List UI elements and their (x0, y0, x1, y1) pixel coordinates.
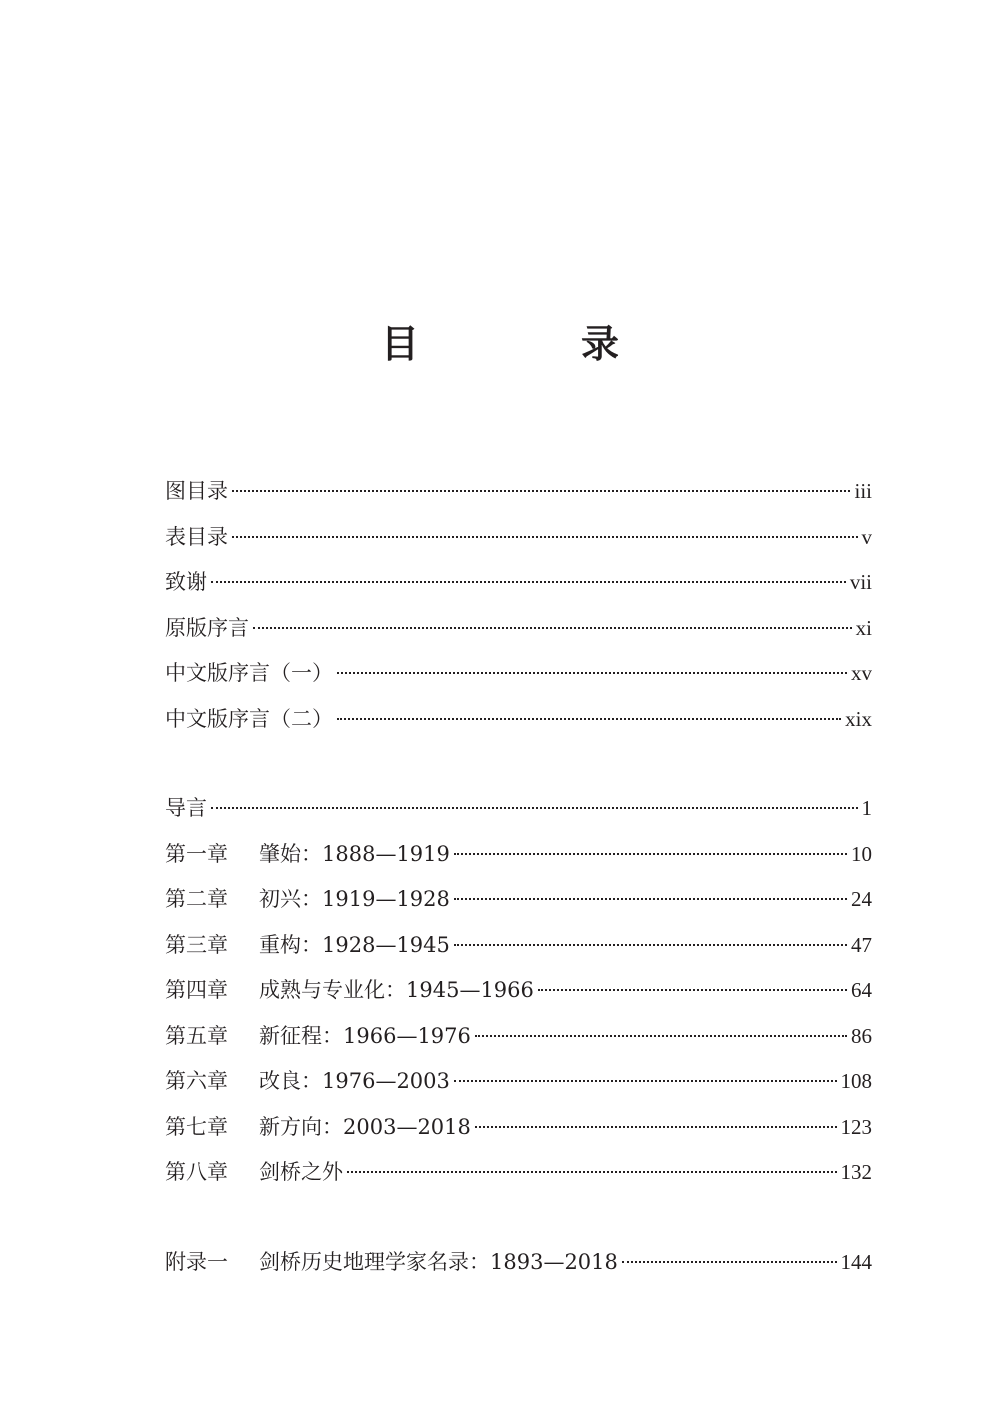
dot-leader (475, 1035, 847, 1037)
toc-entry[interactable] (165, 968, 872, 1014)
toc-page-number: xv (851, 661, 872, 685)
toc-entry-label: 新征程：1966—1976 (259, 1023, 471, 1048)
toc-chapter-number: 第三章 (165, 932, 228, 957)
toc-entry[interactable] (165, 697, 872, 743)
toc-entry[interactable] (165, 606, 872, 652)
dot-leader (454, 944, 847, 946)
toc-entry-label: 改良：1976—2003 (259, 1069, 450, 1093)
toc-entry[interactable] (165, 469, 872, 515)
toc-page-number: xi (855, 615, 872, 640)
dot-leader (475, 1126, 837, 1128)
toc-page-number: v (861, 524, 872, 549)
toc-entry-label: 剑桥历史地理学家名录：1893—2018 (259, 1250, 618, 1274)
toc-page-number: 108 (840, 1069, 872, 1093)
dot-leader (253, 627, 852, 629)
dot-leader (211, 807, 858, 809)
toc-entry[interactable] (165, 1059, 872, 1105)
toc-page-number: xix (845, 706, 872, 731)
dot-leader (211, 581, 846, 583)
toc-entry-label: 表目录 (165, 524, 228, 549)
toc-page-number: 24 (851, 887, 872, 911)
toc-entry-label: 剑桥之外 (259, 1160, 343, 1184)
dot-leader (337, 672, 847, 674)
toc-entry-label: 中文版序言（二） (165, 706, 333, 731)
dot-leader (538, 989, 847, 991)
toc-entry[interactable] (165, 651, 872, 697)
toc-page-number: 132 (840, 1160, 872, 1184)
toc-page-number: iii (854, 479, 872, 503)
toc-chapter-number: 第五章 (165, 1023, 228, 1048)
toc-chapter-number: 第八章 (165, 1160, 228, 1184)
dot-leader (454, 898, 847, 900)
toc-chapter-number: 第六章 (165, 1069, 228, 1093)
toc-entry[interactable] (165, 877, 872, 923)
toc-entry-label: 导言 (165, 796, 207, 820)
toc-entry-label: 致谢 (165, 570, 207, 594)
dot-leader (454, 1080, 837, 1082)
toc-entry-label: 中文版序言（一） (165, 661, 333, 685)
toc-page-number: 1 (861, 796, 872, 820)
toc-page-number: 64 (851, 978, 872, 1002)
toc-entry[interactable] (165, 786, 872, 832)
toc-entry[interactable] (165, 1105, 872, 1151)
toc-chapter-number: 第二章 (165, 887, 228, 911)
toc-front-matter (165, 469, 872, 742)
dot-leader (232, 490, 850, 492)
toc-chapter-number: 第四章 (165, 978, 228, 1002)
toc-page-number: 144 (840, 1250, 872, 1274)
toc-entry-label: 初兴：1919—1928 (259, 887, 450, 911)
toc-entry[interactable] (165, 923, 872, 969)
toc-page-number: 86 (851, 1023, 872, 1048)
toc-page-number: 123 (840, 1114, 872, 1139)
toc-chapter-number: 第一章 (165, 841, 228, 866)
toc-entry[interactable] (165, 1240, 872, 1286)
toc-entry-label: 图目录 (165, 479, 228, 503)
toc-page-number: 47 (851, 932, 872, 957)
toc-page-number: vii (849, 570, 872, 594)
toc-entry[interactable] (165, 560, 872, 606)
toc-page-number: 10 (851, 841, 872, 866)
toc-entry-label: 原版序言 (165, 615, 249, 640)
toc-entry[interactable] (165, 832, 872, 878)
toc-entry[interactable] (165, 1014, 872, 1060)
dot-leader (232, 536, 858, 538)
toc-main-matter (165, 786, 872, 1196)
toc-entry-label: 重构：1928—1945 (259, 932, 450, 957)
dot-leader (622, 1261, 837, 1263)
dot-leader (337, 718, 841, 720)
toc-appendix (165, 1240, 872, 1286)
toc-chapter-number: 第七章 (165, 1114, 228, 1139)
dot-leader (347, 1171, 837, 1173)
toc-entry-label: 成熟与专业化：1945—1966 (259, 978, 534, 1002)
toc-entry[interactable] (165, 1150, 872, 1196)
toc-chapter-number: 附录一 (165, 1250, 228, 1274)
toc-entry[interactable] (165, 515, 872, 561)
toc-entry-label: 肇始：1888—1919 (259, 841, 450, 866)
toc-entry-label: 新方向：2003—2018 (259, 1114, 471, 1139)
dot-leader (454, 853, 847, 855)
page-title: 目 录 (380, 322, 681, 367)
